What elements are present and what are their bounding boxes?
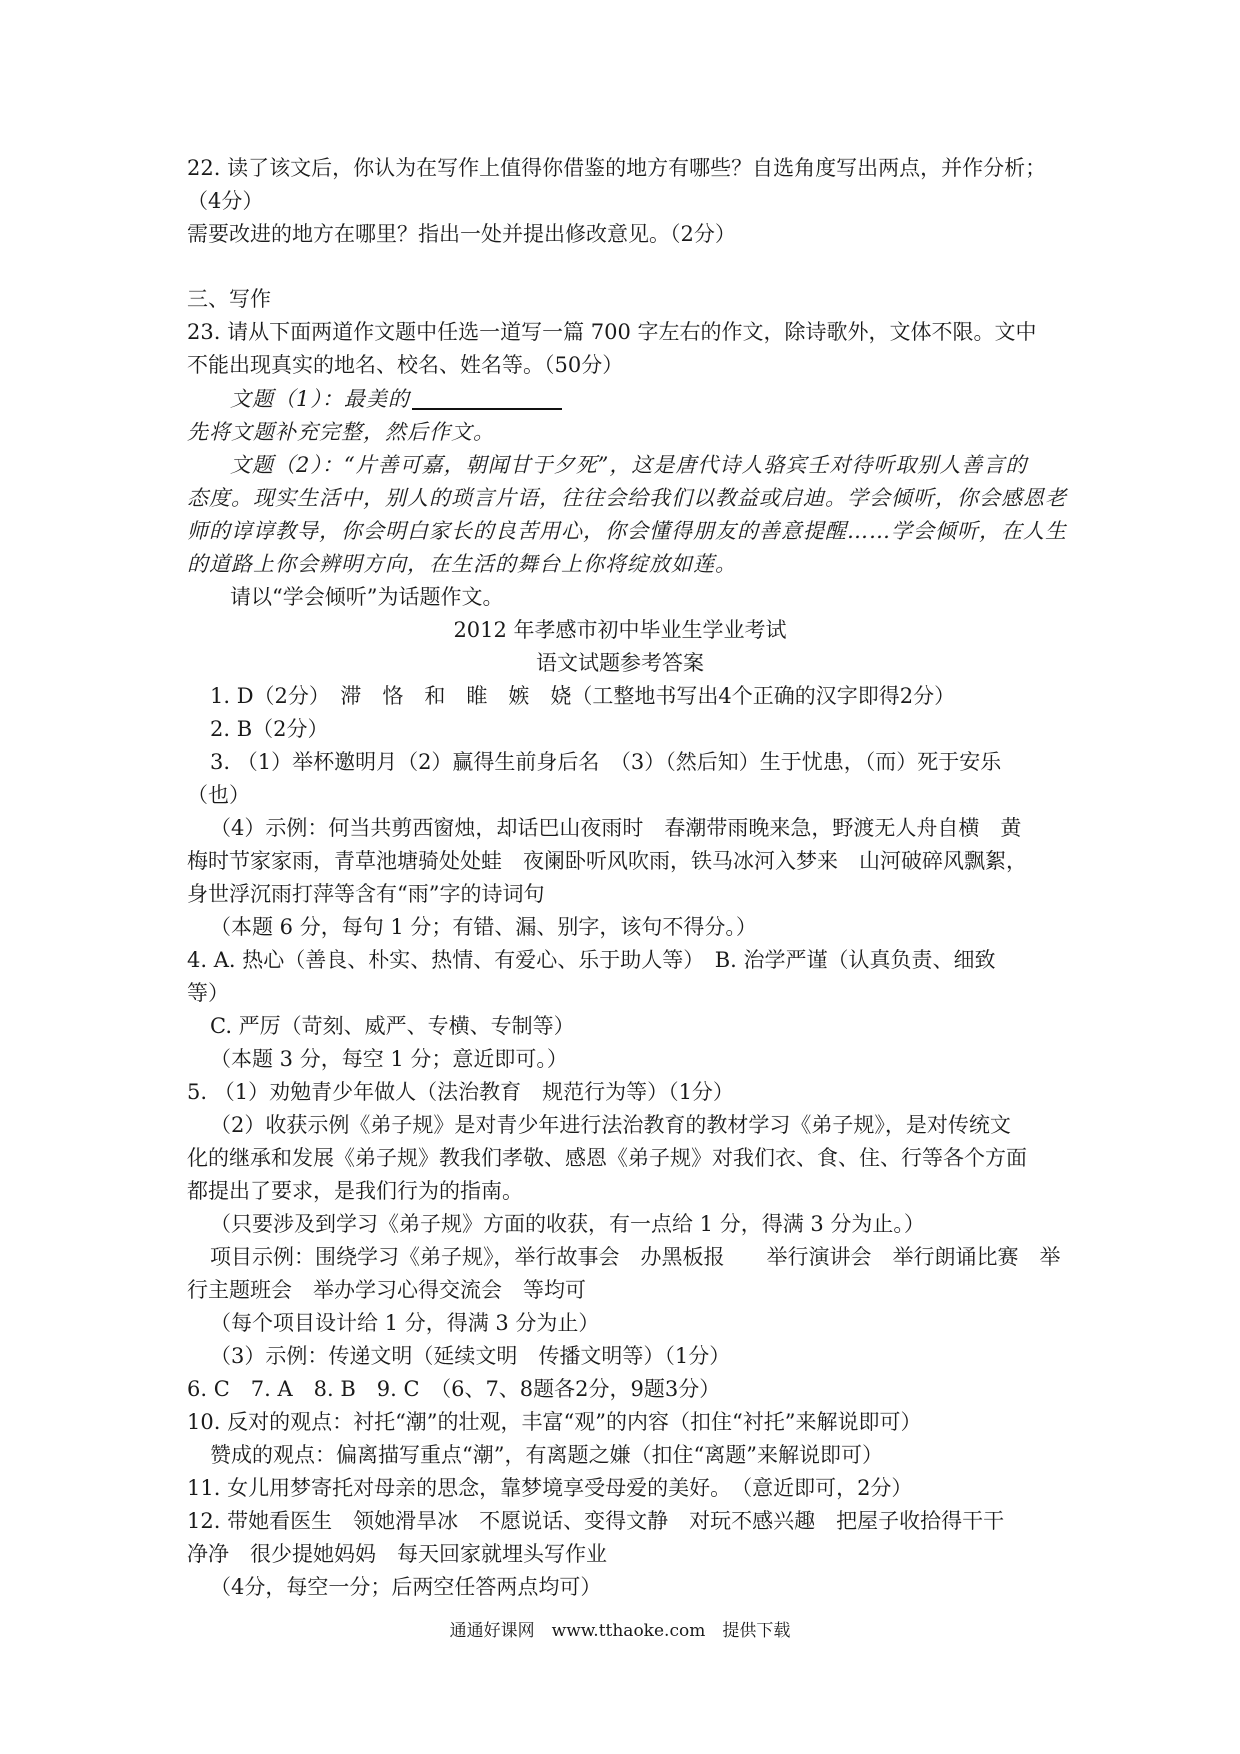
- answer-5-line-4: 都提出了要求，是我们行为的指南。: [187, 1179, 523, 1203]
- topic-1-note: 先将文题补充完整，然后作文。: [187, 420, 495, 444]
- answer-6-9: 6. C 7. A 8. B 9. C （6、7、8题各2分，9题3分）: [187, 1377, 721, 1401]
- answer-5-line-8: （每个项目设计给 1 分，得满 3 分为止）: [210, 1311, 600, 1335]
- q22-line-3: 需要改进的地方在哪里？指出一处并提出修改意见。（2分）: [187, 222, 736, 246]
- q23-line-1: 23. 请从下面两道作文题中任选一道写一篇 700 字左右的作文，除诗歌外，文体不限。文中: [187, 320, 1037, 344]
- answer-3-line-1: 3. （1）举杯邀明月（2）赢得生前身后名 （3）（然后知）生于忧患，（而）死于安乐: [210, 750, 1002, 774]
- answer-5-line-6: 项目示例：围绕学习《弟子规》，举行故事会 办黑板报 举行演讲会 举行朗诵比赛 举: [210, 1245, 1061, 1269]
- answer-10-line-1: 10. 反对的观点：衬托“潮”的壮观，丰富“观”的内容（扣住“衬托”来解说即可）: [187, 1410, 922, 1434]
- answer-11: 11. 女儿用梦寄托对母亲的思念，靠梦境享受母爱的美好。 （意近即可，2分）: [187, 1476, 913, 1500]
- topic-1-label: 文题（1）：最美的: [230, 387, 410, 411]
- answer-5-line-3: 化的继承和发展《弟子规》教我们孝敬、感恩《弟子规》对我们衣、食、住、行等各个方面: [187, 1146, 1027, 1170]
- answer-4-line-2: 等）: [187, 981, 229, 1005]
- topic-2-line-1: 文题（2）：“片善可嘉，朝闻甘于夕死”，这是唐代诗人骆宾壬对待听取别人善言的: [230, 453, 1028, 477]
- answer-12-line-3: （4分，每空一分；后两空任答两点均可）: [210, 1575, 602, 1599]
- answer-10-line-2: 赞成的观点：偏离描写重点“潮”，有离题之嫌（扣住“离题”来解说即可）: [210, 1443, 883, 1467]
- answer-5-line-1: 5. （1）劝勉青少年做人（法治教育 规范行为等）（1分）: [187, 1080, 734, 1104]
- topic-2-line-3: 师的谆谆教导，你会明白家长的良苦用心，你会懂得朋友的善意提醒……学会倾听，在人生: [187, 519, 1067, 543]
- answers-subtitle: 语文试题参考答案: [536, 651, 704, 675]
- answers-title: 2012 年孝感市初中毕业生学业考试: [453, 618, 787, 642]
- q22-line-2: （4分）: [187, 189, 264, 213]
- answer-3-line-3: （4）示例：何当共剪西窗烛，却话巴山夜雨时 春潮带雨晚来急，野渡无人舟自横 黄: [210, 816, 1022, 840]
- answer-4-line-4: （本题 3 分，每空 1 分；意近即可。）: [210, 1047, 568, 1071]
- answer-2: 2. B（2分）: [210, 717, 329, 741]
- answer-3-line-5: 身世浮沉雨打萍等含有“雨”字的诗词句: [187, 882, 545, 906]
- topic-2-line-2: 态度。现实生活中，别人的琐言片语，往往会给我们以教益或启迪。学会倾听，你会感恩老: [187, 486, 1067, 510]
- answer-5-line-5: （只要涉及到学习《弟子规》方面的收获，有一点给 1 分，得满 3 分为止。）: [210, 1212, 925, 1236]
- footer-credit: 通通好课网 www.tthaoke.com 提供下载: [449, 1621, 791, 1641]
- writing-heading: 三、写作: [187, 287, 271, 311]
- q23-line-2: 不能出现真实的地名、校名、姓名等。（50分）: [187, 353, 624, 377]
- answer-5-line-7: 行主题班会 举办学习心得交流会 等均可: [187, 1278, 586, 1302]
- answer-12-line-1: 12. 带她看医生 领她滑旱冰 不愿说话、变得文静 对玩不感兴趣 把屋子收拾得干干: [187, 1509, 1005, 1533]
- topic-2-line-5: 请以“学会倾听”为话题作文。: [230, 585, 504, 609]
- answer-12-line-2: 净净 很少提她妈妈 每天回家就埋头写作业: [187, 1542, 607, 1566]
- q22-line-1: 22. 读了该文后，你认为在写作上值得你借鉴的地方有哪些？自选角度写出两点，并作分析；: [187, 156, 1047, 180]
- topic-2-line-4: 的道路上你会辨明方向，在生活的舞台上你将绽放如莲。: [187, 552, 737, 576]
- answer-3-line-2: （也）: [187, 783, 250, 807]
- answer-5-line-9: （3）示例：传递文明（延续文明 传播文明等）（1分）: [210, 1344, 731, 1368]
- answer-4-line-1: 4. A. 热心（善良、朴实、热情、有爱心、乐于助人等） B. 治学严谨（认真负责、细致: [187, 948, 996, 972]
- answer-1: 1. D（2分） 滞 恪 和 睢 嫉 娆（工整地书写出4个正确的汉字即得2分）: [210, 684, 956, 708]
- topic-1: [230, 383, 562, 415]
- answer-3-line-6: （本题 6 分，每句 1 分；有错、漏、别字，该句不得分。）: [210, 915, 757, 939]
- fill-in-blank: [412, 386, 562, 410]
- answer-4-line-3: C. 严厉（苛刻、威严、专横、专制等）: [210, 1014, 575, 1038]
- answer-5-line-2: （2）收获示例《弟子规》是对青少年进行法治教育的教材学习《弟子规》，是对传统文: [210, 1113, 1011, 1137]
- answer-3-line-4: 梅时节家家雨，青草池塘骑处处蛙 夜阑卧听风吹雨，铁马冰河入梦来 山河破碎风飘絮，: [187, 849, 1027, 873]
